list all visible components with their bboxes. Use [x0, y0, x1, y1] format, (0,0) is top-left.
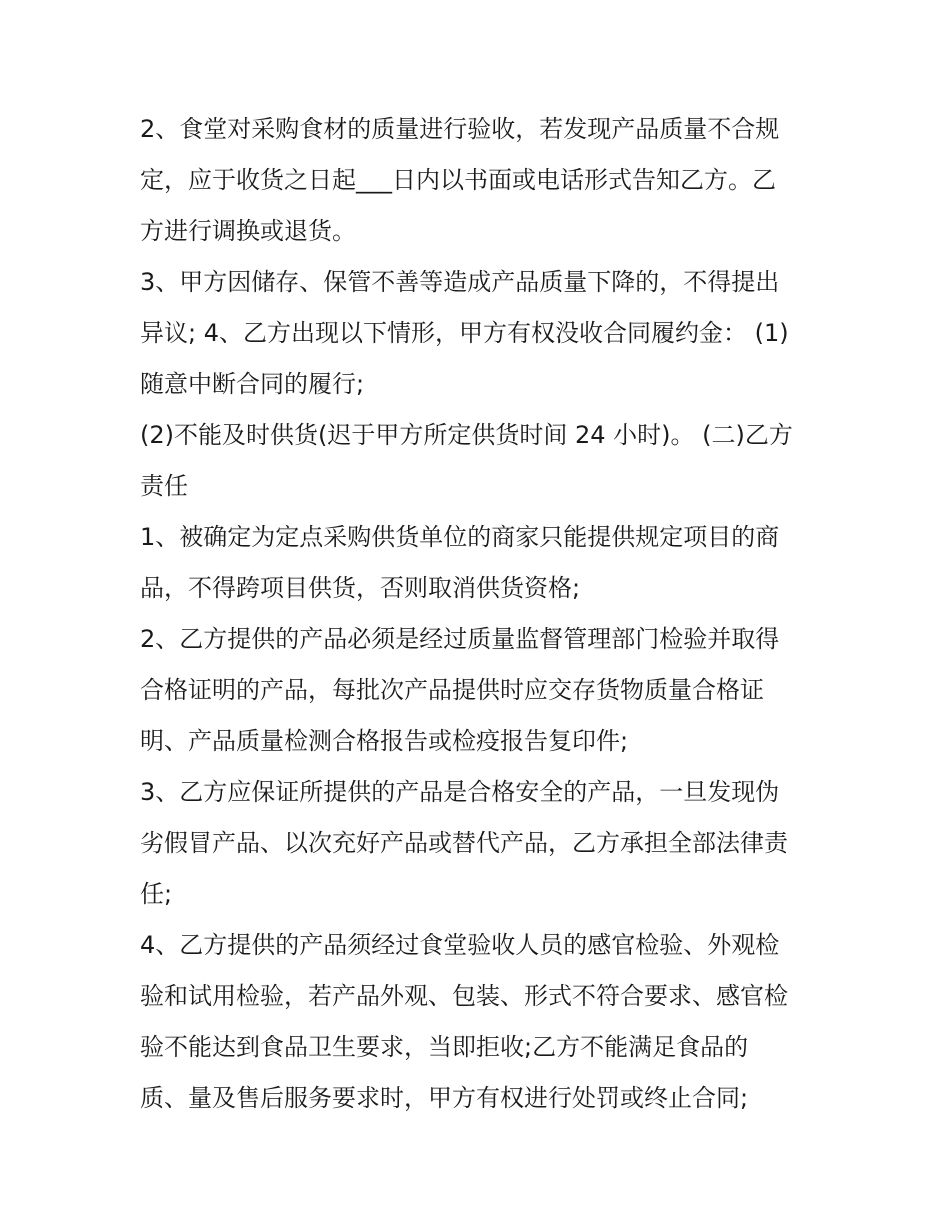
text-line: 4、乙方提供的产品须经过食堂验收人员的感官检验、外观检 [140, 931, 780, 959]
text-line: 方进行调换或退货。 [140, 217, 356, 245]
text-line: 品，不得跨项目供货，否则取消供货资格; [140, 574, 581, 602]
text-line: 3、乙方应保证所提供的产品是合格安全的产品，一旦发现伪 [140, 778, 780, 806]
text-line: 异议; 4、乙方出现以下情形，甲方有权没收合同履约金： (1) [140, 319, 789, 347]
text-line: 任; [140, 880, 173, 908]
text-line: 定，应于收货之日起___日内以书面或电话形式告知乙方。乙 [140, 166, 776, 194]
text-line: 责任 [140, 472, 188, 500]
text-line: 1、被确定为定点采购供货单位的商家只能提供规定项目的商 [140, 523, 780, 551]
text-line: 验不能达到食品卫生要求，当即拒收;乙方不能满足食品的 [140, 1033, 749, 1061]
text-line: 随意中断合同的履行; [140, 370, 365, 398]
text-line: 3、甲方因储存、保管不善等造成产品质量下降的，不得提出 [140, 268, 780, 296]
text-line: 合格证明的产品，每批次产品提供时应交存货物质量合格证 [140, 676, 764, 704]
text-line: 2、乙方提供的产品必须是经过质量监督管理部门检验并取得 [140, 625, 780, 653]
text-line: (2)不能及时供货(迟于甲方所定供货时间 24 小时)。 (二)乙方 [140, 421, 793, 449]
document-body [140, 104, 820, 1124]
text-line: 明、产品质量检测合格报告或检疫报告复印件; [140, 727, 629, 755]
text-line: 验和试用检验，若产品外观、包装、形式不符合要求、感官检 [140, 982, 788, 1010]
text-line: 劣假冒产品、以次充好产品或替代产品，乙方承担全部法律责 [140, 829, 788, 857]
text-line: 2、食堂对采购食材的质量进行验收，若发现产品质量不合规 [140, 115, 780, 143]
text-line: 质、量及售后服务要求时，甲方有权进行处罚或终止合同; [140, 1084, 749, 1112]
